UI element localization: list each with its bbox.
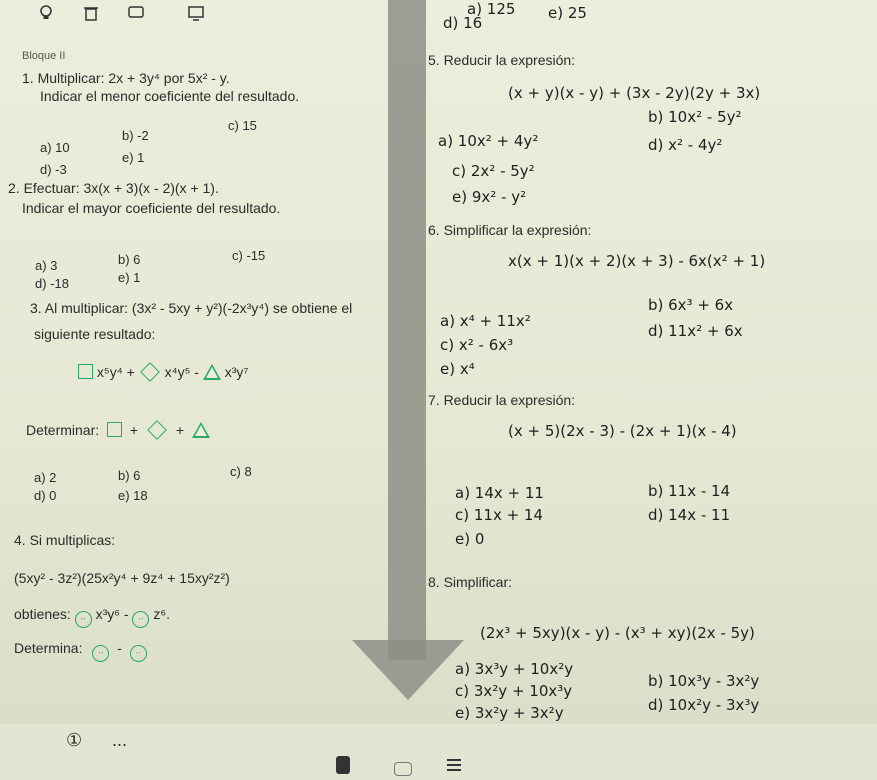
plus-sign: + (129, 422, 139, 438)
p8-option-a[interactable]: a) 3x³y + 10x²y (455, 660, 574, 678)
p8-option-d[interactable]: d) 10x²y - 3x³y (648, 696, 760, 714)
obtienes-label: obtienes: (14, 606, 71, 622)
obtienes-term-b: z⁶. (153, 606, 171, 622)
problem-5-expr: (x + y)(x - y) + (3x - 2y)(2y + 3x) (508, 84, 761, 102)
obtienes-term-a: x³y⁶ - (95, 606, 129, 622)
p2-option-d[interactable]: d) -18 (35, 276, 69, 291)
p3-option-a[interactable]: a) 2 (34, 470, 57, 485)
problem-4-expr: (5xy² - 3z²)(25x²y⁴ + 9z⁴ + 15xy²z²) (14, 570, 230, 586)
monitor-icon[interactable] (185, 4, 207, 24)
p2-option-a[interactable]: a) 3 (35, 258, 58, 273)
p1-option-b[interactable]: b) -2 (122, 128, 149, 143)
problem-7-expr: (x + 5)(2x - 3) - (2x + 1)(x - 4) (508, 422, 737, 440)
more-options-button[interactable]: ... (112, 730, 128, 750)
p2-option-b[interactable]: b) 6 (118, 252, 141, 267)
problem-8-title: 8. Simplificar: (428, 574, 513, 590)
determina-label: Determina: (14, 640, 83, 656)
problem-6-expr: x(x + 1)(x + 2)(x + 3) - 6x(x² + 1) (508, 252, 766, 270)
p1-option-c[interactable]: c) 15 (228, 118, 257, 133)
minus-sign: - (117, 640, 122, 656)
block-title: Bloque II (22, 50, 66, 62)
problem-5-title: 5. Reducir la expresión: (428, 52, 576, 68)
screen-icon[interactable] (125, 4, 147, 24)
problem-2-title: 2. Efectuar: 3x(x + 3)(x - 2)(x + 1). (8, 180, 219, 196)
sad-face-icon: ‧‧ (130, 645, 147, 662)
plus-sign: + (175, 422, 185, 438)
p3-option-c[interactable]: c) 8 (230, 464, 252, 479)
p2-option-c[interactable]: c) -15 (232, 248, 266, 263)
problem-3-result (78, 364, 248, 381)
p7-option-a[interactable]: a) 14x + 11 (455, 484, 544, 502)
result-term-c: x³y⁷ (224, 364, 249, 380)
p5-option-c[interactable]: c) 2x² - 5y² (452, 162, 535, 180)
result-term-b: x⁴y⁵ - (164, 364, 199, 380)
problem-2-subtitle: Indicar el mayor coeficiente del resultado. (22, 200, 281, 216)
p6-option-c[interactable]: c) x² - 6x³ (440, 336, 514, 354)
determinar-label: Determinar: (26, 422, 100, 438)
sad-face-icon: ‧‧ (132, 611, 149, 628)
problem-7-title: 7. Reducir la expresión: (428, 392, 576, 408)
p1-option-a[interactable]: a) 10 (40, 140, 70, 155)
p8-option-c[interactable]: c) 3x²y + 10x³y (455, 682, 573, 700)
bulb-icon[interactable] (35, 4, 57, 24)
problem-3-subtitle: siguiente resultado: (34, 326, 156, 342)
square-shape (107, 422, 122, 437)
p7-option-e[interactable]: e) 0 (455, 530, 485, 548)
p3-option-e[interactable]: e) 18 (118, 488, 148, 503)
problem-6-title: 6. Simplificar la expresión: (428, 222, 592, 238)
prev-option-a: a) 125 (467, 0, 516, 18)
p3-option-b[interactable]: b) 6 (118, 468, 141, 483)
problem-3-title: 3. Al multiplicar: (3x² - 5xy + y²)(-2x³y⁴) se obtiene el (30, 300, 353, 316)
p7-option-c[interactable]: c) 11x + 14 (455, 506, 544, 524)
problem-1-subtitle: Indicar el menor coeficiente del resultado. (40, 88, 300, 104)
p3-option-d[interactable]: d) 0 (34, 488, 57, 503)
smile-face-icon: ‧‧ (92, 645, 109, 662)
prev-option-d: d) 16 (443, 14, 483, 32)
p1-option-d[interactable]: d) -3 (40, 162, 67, 177)
bottom-toolbar (0, 724, 877, 780)
info-icon[interactable]: ① (66, 730, 83, 750)
p8-option-e[interactable]: e) 3x²y + 3x²y (455, 704, 564, 722)
problem-8-expr: (2x³ + 5xy)(x - y) - (x³ + xy)(2x - 5y) (480, 624, 755, 642)
square-shape (78, 364, 93, 379)
p5-option-b[interactable]: b) 10x² - 5y² (648, 108, 742, 126)
p8-option-b[interactable]: b) 10x³y - 3x²y (648, 672, 760, 690)
p5-option-d[interactable]: d) x² - 4y² (648, 136, 723, 154)
scroll-arrow-head (352, 640, 464, 700)
problem-3-determine (26, 422, 210, 439)
problem-4-determina (14, 640, 147, 662)
menu-icon[interactable] (446, 758, 462, 772)
p6-option-a[interactable]: a) x⁴ + 11x² (440, 312, 531, 330)
triangle-shape (203, 364, 221, 380)
p1-option-e[interactable]: e) 1 (122, 150, 145, 165)
problem-4-obtienes (14, 606, 170, 628)
p7-option-d[interactable]: d) 14x - 11 (648, 506, 731, 524)
p5-option-e[interactable]: e) 9x² - y² (452, 188, 527, 206)
p6-option-d[interactable]: d) 11x² + 6x (648, 322, 743, 340)
camera-icon[interactable] (394, 762, 412, 776)
diamond-shape (140, 362, 160, 382)
triangle-shape (192, 422, 210, 438)
p5-option-a[interactable]: a) 10x² + 4y² (438, 132, 539, 150)
p6-option-b[interactable]: b) 6x³ + 6x (648, 296, 734, 314)
p7-option-b[interactable]: b) 11x - 14 (648, 482, 731, 500)
p2-option-e[interactable]: e) 1 (118, 270, 141, 285)
trash-icon[interactable] (80, 4, 102, 24)
problem-4-title: 4. Si multiplicas: (14, 532, 116, 548)
scroll-arrow-shaft (388, 0, 426, 660)
diamond-shape (147, 420, 167, 440)
problem-1-title: 1. Multiplicar: 2x + 3y⁴ por 5x² - y. (22, 70, 230, 86)
result-term-a: x⁵y⁴ + (96, 364, 135, 380)
prev-option-e: e) 25 (548, 4, 587, 22)
smile-face-icon: ‧‧ (75, 611, 92, 628)
p6-option-e[interactable]: e) x⁴ (440, 360, 475, 378)
eraser-icon[interactable] (336, 756, 350, 774)
